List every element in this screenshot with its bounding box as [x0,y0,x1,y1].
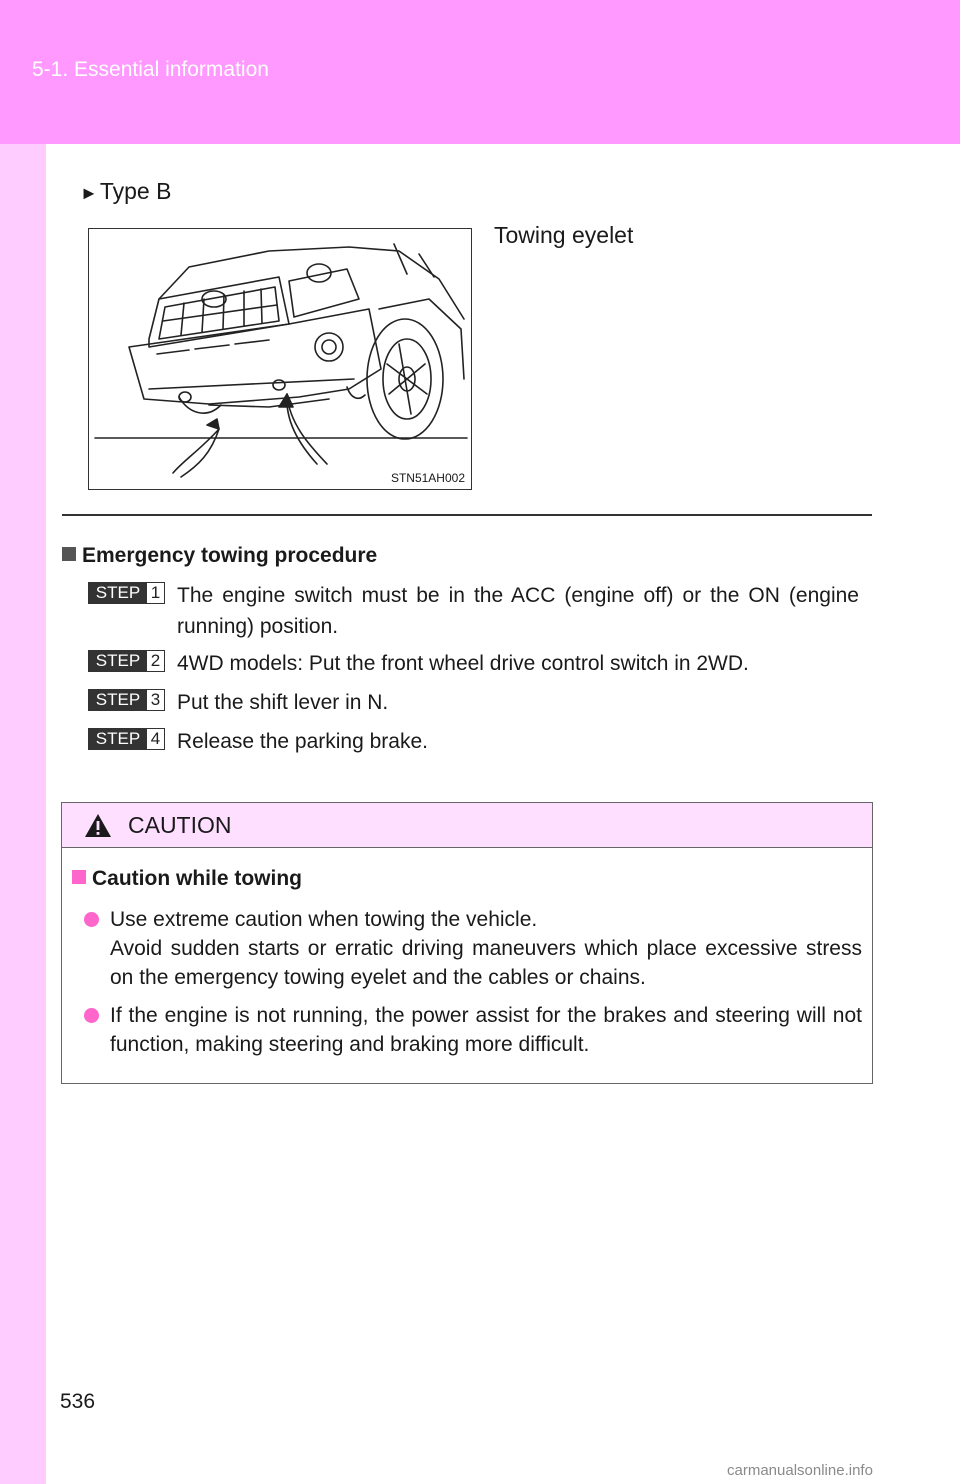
caution-bullet-2 [90,1001,862,1059]
side-band [0,144,46,1484]
figure-code: STN51AH002 [390,471,465,485]
figure-callout: Towing eyelet [494,222,634,248]
section-divider [62,514,872,516]
step-text: 4WD models: Put the front wheel drive control switch in 2WD. [177,652,749,675]
caution-label: CAUTION [128,812,232,838]
caution-box [61,802,873,1084]
type-label-text: Type B [99,178,172,204]
caution-header [62,803,872,848]
procedure-title [62,544,377,568]
step-number: 2 [147,651,164,671]
step-word: STEP [89,690,147,710]
section-title: 5-1. Essential information [32,58,269,81]
step-text: Release the parking brake. [177,730,428,753]
step-text: Put the shift lever in N. [177,691,389,714]
circle-bullet-icon [84,912,99,927]
square-bullet-icon [62,547,76,561]
step-badge [88,582,165,604]
step-word: STEP [89,583,147,603]
page-number: 536 [60,1390,96,1413]
step-word: STEP [89,729,147,749]
warning-triangle-icon [84,813,112,838]
procedure-title-text: Emergency towing procedure [82,544,378,567]
watermark: carmanualsonline.info [727,1462,873,1479]
step-badge [88,728,165,750]
step-badge [88,689,165,711]
caution-bullet-1 [90,905,862,992]
step-number: 4 [147,729,164,749]
step-text: The engine switch must be in the ACC (engine off) or the ON (engine running) position. [177,584,859,638]
right-triangle-icon: ► [80,183,98,203]
step-badge [88,650,165,672]
circle-bullet-icon [84,1008,99,1023]
bullet-line: If the engine is not running, the power assist for the brakes and steering will not function, making steering and braking more difficult. [110,1004,862,1056]
caution-title-text: Caution while towing [92,867,302,890]
bullet-line: Use extreme caution when towing the vehicle. [110,908,538,931]
step-number: 3 [147,690,164,710]
caution-title [72,867,302,891]
type-label [80,178,171,205]
vehicle-illustration [88,228,472,490]
step-word: STEP [89,651,147,671]
bullet-line: Avoid sudden starts or erratic driving maneuvers which place excessive stress on the emergency towing eyelet and the cables or chains. [110,937,862,989]
truck-front-drawing [89,229,471,489]
step-number: 1 [147,583,164,603]
square-bullet-icon [72,870,86,884]
